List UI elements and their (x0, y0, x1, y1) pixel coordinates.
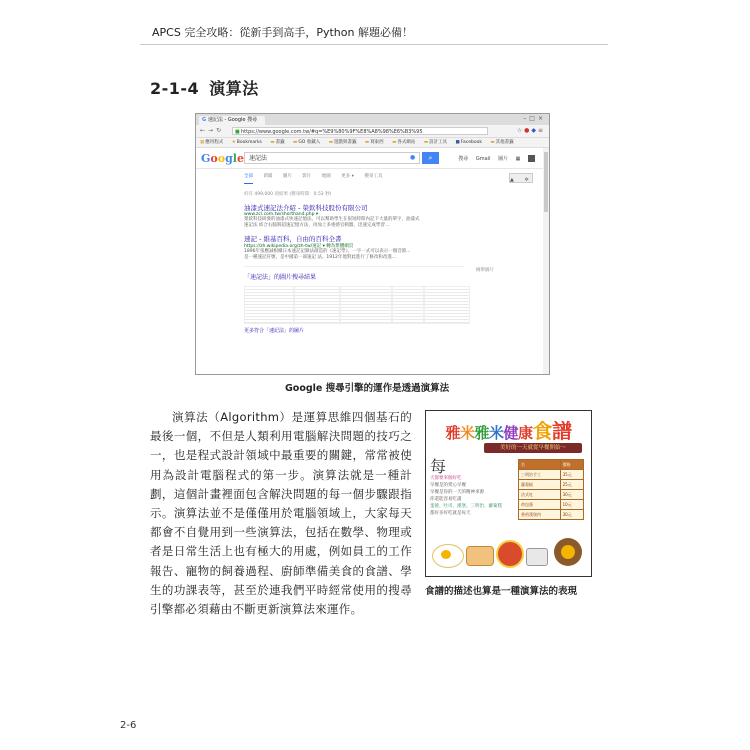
result-snippet: 榮欽科技研發的油漆式快速記憶法，可以幫助學生在很短時間內記下大量的單字，油漆式 (244, 217, 420, 222)
google-tabs (196, 171, 549, 183)
folder-icon: ▬ (490, 140, 495, 145)
section-number: 2-1-4 (150, 79, 200, 98)
bookmark-item[interactable]: ▬書籤 (270, 140, 285, 145)
window-controls (523, 115, 546, 122)
bookmark-item[interactable]: ▬遊戲與書籤 (328, 140, 357, 145)
recipe-big-char: 每 (430, 457, 447, 476)
bookmark-item[interactable]: ★Bookmarks (231, 140, 262, 145)
reload-icon[interactable]: ↻ (216, 127, 225, 134)
bookmark-item[interactable]: ▬寫東西 (364, 140, 384, 145)
google-link-images[interactable]: 圖片 (498, 156, 509, 162)
google-search-button[interactable] (422, 152, 439, 164)
scrollbar-thumb[interactable] (544, 152, 548, 212)
result-snippet: 是一種速記符號，是中國第一部速記 法。1912年他對此進行了修改和改進... (244, 255, 397, 260)
google-search-input[interactable]: 速記法 (244, 152, 420, 164)
bookmarks-bar (196, 138, 549, 148)
bookmark-item[interactable]: ▬其他書籤 (490, 140, 514, 145)
recipe-title-char: 健 (503, 424, 519, 442)
google-favicon-icon: G (202, 117, 208, 123)
table-cell: 35元 (560, 470, 583, 480)
table-row (519, 500, 584, 510)
bookmark-item[interactable]: ▦應用程式 (200, 140, 224, 145)
more-images-link[interactable]: 更多符合「速記法」的圖片 (244, 328, 305, 334)
table-row (519, 460, 584, 470)
table-cell: 25元 (560, 480, 583, 490)
back-icon[interactable]: ← (200, 127, 209, 134)
header-rule (140, 44, 608, 45)
folder-icon: ▬ (270, 140, 275, 145)
table-cell: 10元 (560, 500, 583, 510)
recipe-tags: 蛋捲、吐司、漢堡、三明治、蘿蔔糕 (430, 504, 502, 509)
table-cell: 蘿蔔糕 (519, 480, 561, 490)
section-title (150, 76, 259, 99)
google-search-header (196, 148, 549, 169)
facebook-icon: ■ (455, 140, 460, 145)
folder-icon: ▬ (328, 140, 333, 145)
body-paragraph: 演算法（Algorithm）是運算思維四個基石的最後一個，不但是人類利用電腦解決問題的技巧之一，也是程式設計領域中最重要的關鍵，常常被使用為設計電腦程式的第一步。演算法就是一種計劃，這個計畫裡面包含解決問題的每一個步驟跟指示。演算法並不是僅僅用於電腦領域上，大家每天都會不自覺用到一些演算法，包括在數學、物理或者是日常生活上也有極大的用處，例如員工的工作報告、寵物的飼養過程、廚師準備美食的食譜、學生的功課表等，甚至於連我們平時經常使用的搜尋引擎都必須藉由不斷更新演算法來運作。 (150, 410, 412, 617)
browser-toolbar (517, 127, 545, 134)
apps-grid-icon[interactable]: ▦ (515, 156, 521, 162)
minimize-icon[interactable]: – (523, 115, 530, 122)
tab-search-tools[interactable]: 搜尋工具 (364, 174, 383, 179)
google-link-gmail[interactable]: Gmail (475, 156, 491, 162)
tab-videos[interactable]: 影片 (302, 174, 312, 179)
avatar[interactable] (528, 155, 535, 162)
star-icon: ★ (231, 140, 236, 145)
egg-yolk-icon (441, 550, 451, 559)
menu-icon[interactable]: ≡ (537, 127, 545, 134)
settings-buttons[interactable] (509, 173, 533, 183)
bookmark-item[interactable]: ▬設計工具 (423, 140, 448, 145)
page-number: 2-6 (120, 720, 137, 731)
forward-icon[interactable]: → (208, 127, 217, 134)
image-thumbnail[interactable] (424, 286, 470, 324)
folder-icon: ▬ (293, 140, 298, 145)
recipe-title-char: 米 (459, 424, 475, 442)
recipe-banner: 美好的一天就從早餐開始～ (484, 443, 582, 453)
browser-tab-title: 速記法 - Google 搜尋 (207, 117, 258, 123)
table-cell: 30元 (560, 510, 583, 520)
recipe-title (426, 415, 591, 444)
table-cell: 價格 (560, 460, 583, 470)
browser-tab[interactable] (199, 116, 265, 125)
recipe-image (425, 410, 592, 577)
recipe-line: 早餐是的愛心早餐 (430, 483, 466, 488)
table-cell: 香煎漢堡肉 (519, 510, 561, 520)
star-icon[interactable]: ☆ (516, 127, 525, 134)
user-icon: ▲ (510, 177, 514, 183)
recipe-title-char: 米 (489, 424, 504, 442)
address-bar[interactable] (232, 127, 488, 135)
close-icon[interactable]: × (537, 115, 546, 122)
extension-icon[interactable]: ● (524, 127, 532, 134)
google-logo[interactable]: Google (201, 152, 244, 165)
table-cell: 名 (519, 460, 561, 470)
running-header: APCS 完全攻略：從新手到高手，Python 解題必備！ (152, 26, 413, 39)
recipe-line: 都好多好吃就是每天 (430, 511, 471, 516)
browser-screenshot (195, 113, 550, 375)
google-link-search[interactable]: 搜尋 (458, 156, 469, 162)
recipe-description (430, 459, 514, 517)
table-cell: 30元 (560, 490, 583, 500)
recipe-title-char: 雅 (474, 424, 489, 442)
image-results-strip (244, 286, 464, 322)
apps-icon: ▦ (200, 140, 205, 145)
google-account-links (452, 155, 535, 162)
image-thumbnail[interactable] (294, 286, 340, 324)
recipe-menu-table (518, 459, 584, 520)
microphone-icon[interactable]: ● (410, 154, 416, 161)
maximize-icon[interactable]: □ (529, 115, 538, 122)
recipe-title-char: 譜 (552, 419, 572, 443)
tab-maps[interactable]: 地圖 (321, 174, 331, 179)
table-row (519, 510, 584, 520)
result-title-link[interactable]: 油漆式速記法介紹 - 榮欽科技股份有限公司 (244, 204, 368, 212)
tab-images[interactable]: 圖片 (282, 174, 292, 179)
table-row (519, 490, 584, 500)
folder-icon: ▬ (392, 140, 397, 145)
bookmark-item[interactable]: ▬各式網站 (392, 140, 416, 145)
toast-icon (466, 546, 494, 566)
image-thumbnail[interactable] (340, 286, 392, 324)
figure-caption-recipe: 食譜的描述也算是一種演算法的表現 (425, 586, 578, 597)
image-thumbnail[interactable] (392, 286, 424, 324)
recipe-title-char: 雅 (445, 424, 460, 442)
report-images-link[interactable]: 檢舉圖片 (476, 268, 494, 273)
bookmark-item[interactable]: ■Facebook (455, 140, 482, 145)
cup-icon (526, 548, 548, 566)
result-snippet: 1896年張應誠根據日本速記記錄法創造的《速記學》，一字一式可以表示一個音節... (244, 249, 411, 254)
recipe-title-char: 食 (532, 419, 553, 443)
result-url[interactable]: https://zh.wikipedia.org/zh-tw/速記 ▾ 轉為繁體網頁 (244, 244, 354, 249)
table-row (519, 470, 584, 480)
egg-yolk-icon (561, 545, 575, 559)
search-result (244, 203, 464, 229)
tab-all[interactable]: 全部 (244, 171, 253, 184)
image-thumbnail[interactable] (244, 286, 294, 324)
search-result (244, 234, 464, 261)
table-cell: 法式吐 (519, 490, 561, 500)
result-title-link[interactable]: 速記 - 維基百科，自由的百科全書 (244, 235, 342, 243)
tab-news[interactable]: 新聞 (263, 174, 273, 179)
lock-icon: ■ (235, 129, 240, 135)
table-cell: 三明治手工 (519, 470, 561, 480)
tab-more[interactable]: 更多 ▾ (341, 174, 354, 179)
table-row (519, 480, 584, 490)
browser-nav-bar (196, 125, 549, 138)
table-cell: 荷包蛋 (519, 500, 561, 510)
browser-scrollbar[interactable] (543, 148, 549, 374)
section-heading: 演算法 (209, 79, 259, 98)
extension-icon[interactable]: ◆ (531, 127, 538, 134)
image-results-heading[interactable]: 「速記法」的圖片搜尋結果 (244, 274, 317, 281)
recipe-title-char: 康 (518, 424, 533, 442)
recipe-line: 天都要來個好吃 (430, 476, 462, 481)
plate-icon (496, 540, 524, 568)
browser-tab-bar (196, 114, 549, 125)
result-snippet: 速記法 結合右腦與超速記憶方法，再加上多重感官刺激，迅速完成學習... (244, 223, 390, 228)
folder-icon: ▬ (423, 140, 429, 145)
google-results (244, 191, 494, 334)
bookmark-item[interactable]: ▬GO 收藏入 (293, 140, 321, 145)
result-count: 約有 499,000 項結果 (搜尋時間：0.53 秒) (244, 192, 332, 197)
result-url[interactable]: www.zcl.com.tw/shorthand.php ▾ (244, 212, 319, 217)
breakfast-illustration (426, 536, 591, 576)
figure-caption-google: Google 搜尋引擎的運作是透過演算法 (285, 383, 450, 394)
recipe-line: 早餐是你的一天的精神來源 (430, 490, 484, 495)
search-icon: ⌕ (428, 154, 433, 162)
address-url: https://www.google.com.tw/#q=%E9%80%9F%E8%A8%98%E6%B3%95 (241, 129, 423, 135)
folder-icon: ▬ (364, 140, 370, 145)
gear-icon: ✲ (524, 177, 529, 183)
recipe-line: 你還能容易吃滿 (430, 497, 462, 502)
